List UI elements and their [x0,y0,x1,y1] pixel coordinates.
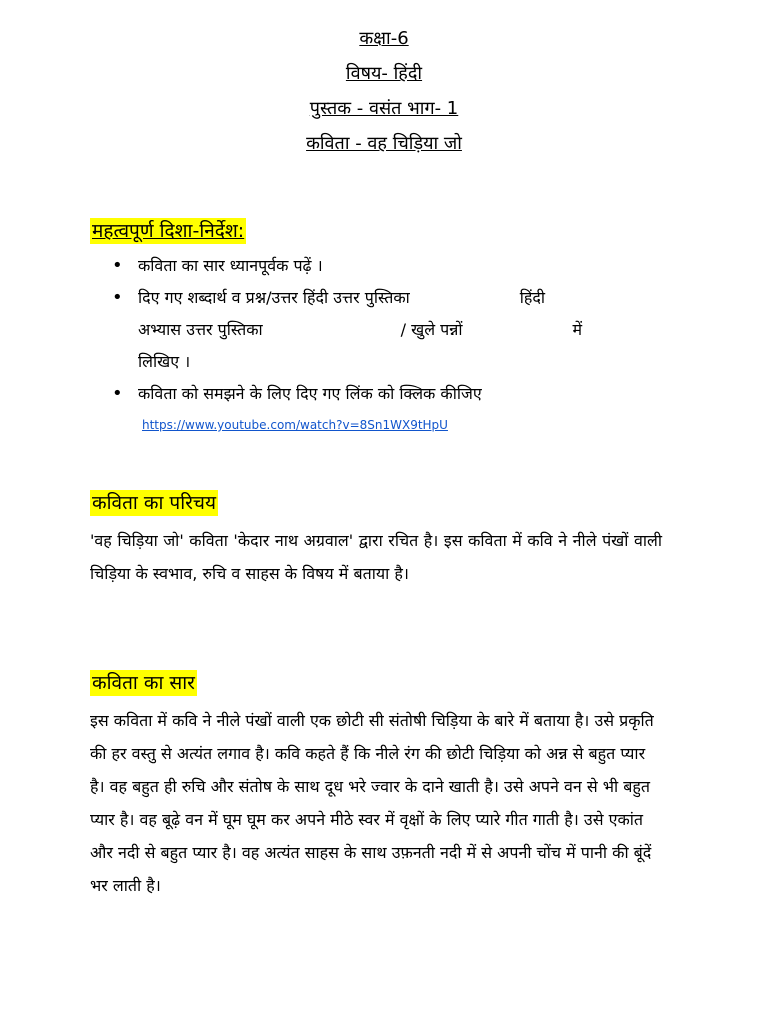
poem-title: कविता - वह चिड़िया जो [306,133,462,154]
summary-text: इस कविता में कवि ने नीले पंखों वाली एक छोटी सी संतोषी चिड़िया के बारे में बताया है। उसे प्रकृति की हर वस्तु से अत्यंत लगाव है। कवि कहते हैं कि नीले रंग की छोटी चिड़िया को अन्न से बहुत प्यार है। वह बहुत ही रुचि और संतोष के साथ दूध भरे ज्वार के दाने खाती है। उसे अपने वन से भी बहुत प्यार है। वह बूढ़े वन में घूम घूम कर अपने मीठे स्वर में वृक्षों के लिए प्यारे गीत गाती है। उसे एकांत और नदी से बहुत प्यार है। वह अत्यंत साहस के साथ उफ़नती नदी में से अपनी चोंच में पानी की बूंदें भर लाती है। [90,711,654,895]
guidelines-list [108,250,663,410]
youtube-link[interactable]: https://www.youtube.com/watch?v=8Sn1WX9tHpU [142,418,448,432]
guidelines-heading: महत्वपूर्ण दिशा-निर्देश: [92,220,245,242]
summary-heading: कविता का सार [92,672,195,694]
intro-heading: कविता का परिचय [92,492,216,514]
book-title: पुस्तक - वसंत भाग- 1 [309,98,459,119]
intro-text: 'वह चिड़िया जो' कविता 'केदार नाथ अग्रवाल' द्वारा रचित है। इस कविता में कवि ने नीले पंखों वाली चिड़िया के स्वभाव, रुचि व साहस के विषय में बताया है। [90,531,662,583]
list-item: • दिए गए शब्दार्थ व प्रश्न/उत्तर हिंदी उत्तर पुस्तिका हिंदी अभ्यास उत्तर पुस्तिका / खुले पन्नों में लिखिए । [108,282,663,378]
list-item: • कविता का सार ध्यानपूर्वक पढ़ें । [108,250,663,282]
list-item: • कविता को समझने के लिए दिए गए लिंक को क्लिक कीजिए [108,378,663,410]
subject-title: विषय- हिंदी [345,63,423,84]
class-title: कक्षा-6 [359,28,409,49]
